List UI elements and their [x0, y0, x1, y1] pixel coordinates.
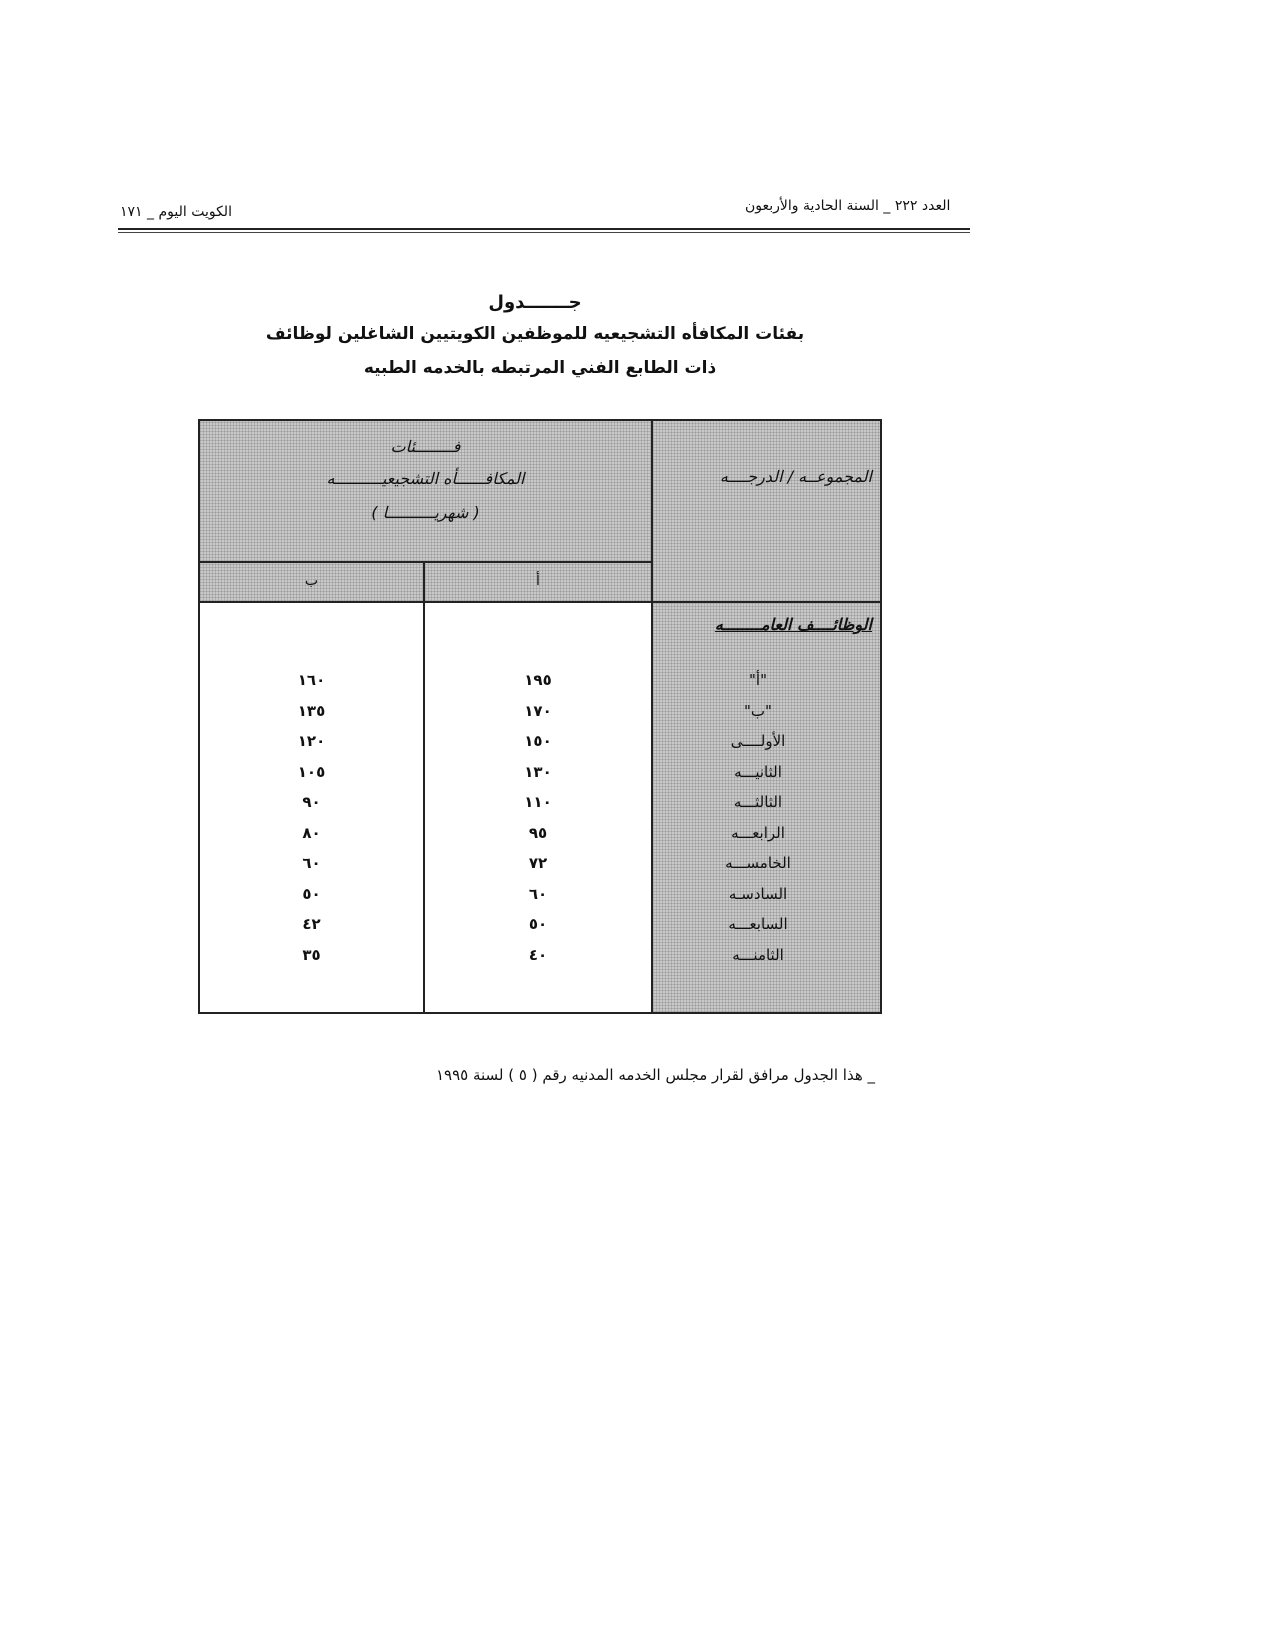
value-a: ١١٠: [524, 793, 552, 811]
column-a-values: [425, 601, 653, 1012]
column-b-header: [200, 561, 425, 601]
grade-label: الثامنـــه: [732, 945, 784, 964]
grade-label: الرابعـــه: [731, 823, 785, 842]
column-b-label: ب: [304, 573, 319, 589]
grade-label: "ب": [744, 701, 772, 720]
grade-label: الثانيـــه: [734, 762, 782, 781]
group-header: [653, 421, 880, 601]
value-a: ١٣٠: [524, 762, 552, 781]
value-b: ١٣٥: [297, 701, 326, 720]
grade-label: السادسـه: [728, 884, 788, 903]
grade-label: السابعـــه: [728, 915, 788, 933]
column-b-values: [200, 601, 425, 1012]
value-b: ٩٠: [302, 793, 321, 811]
value-a: ٤٠: [528, 945, 548, 964]
grade-label: الثالثـــه: [733, 793, 783, 811]
footnote: _ هذا الجدول مرافق لقرار مجلس الخدمه المدنيه رقم ( ٥ ) لسنة ١٩٩٥: [435, 1066, 875, 1084]
value-b: ١٦٠: [297, 671, 326, 689]
category-header-line1: فــــــــئات: [390, 437, 461, 456]
category-header-line3: ( شهريــــــــــا ): [371, 503, 480, 522]
group-header-label: المجموعــه / الدرجــــه: [719, 467, 872, 486]
table-title-line1: بفئات المكافأه التشجيعيه للموظفين الكويتيين الشاغلين لوظائف: [265, 324, 805, 344]
column-a-label: أ: [536, 573, 540, 589]
value-a: ٦٠: [528, 884, 548, 903]
table-heading: جـــــــدول: [488, 292, 582, 313]
value-b: ٤٢: [302, 915, 321, 933]
value-b: ٨٠: [302, 823, 321, 842]
grade-label: الخامســـه: [725, 854, 791, 872]
value-a: ١٧٠: [524, 701, 552, 720]
page-header-left: الكويت اليوم _ ١٧١: [120, 204, 232, 220]
column-a-header: [425, 561, 653, 601]
header-rule-thin: [118, 232, 970, 233]
category-header: [200, 421, 653, 561]
section-label: الوظائــــف العامــــــــه: [714, 615, 872, 634]
category-header-line2: المكافــــــأه التشجيعيــــــــــه: [326, 469, 525, 488]
page-header-right: العدد ٢٢٢ _ السنة الحادية والأربعون: [745, 198, 951, 214]
value-b: ٥٠: [302, 884, 321, 903]
value-a: ٩٥: [528, 823, 548, 842]
value-a: ١٥٠: [524, 732, 552, 750]
bonus-table: [198, 419, 882, 1014]
value-a: ٥٠: [528, 915, 548, 933]
header-rule: [118, 228, 970, 230]
grades-column: [653, 601, 880, 1012]
value-b: ٦٠: [302, 854, 321, 872]
grade-label: "أ": [749, 671, 767, 689]
value-b: ٣٥: [302, 945, 321, 964]
value-b: ١٠٥: [297, 762, 326, 781]
value-b: ١٢٠: [297, 732, 326, 750]
value-a: ٧٢: [528, 854, 548, 872]
table-title-line2: ذات الطابع الفني المرتبطه بالخدمه الطبيه: [363, 358, 717, 378]
value-a: ١٩٥: [524, 671, 552, 689]
grade-label: الأولــــى: [730, 732, 786, 750]
